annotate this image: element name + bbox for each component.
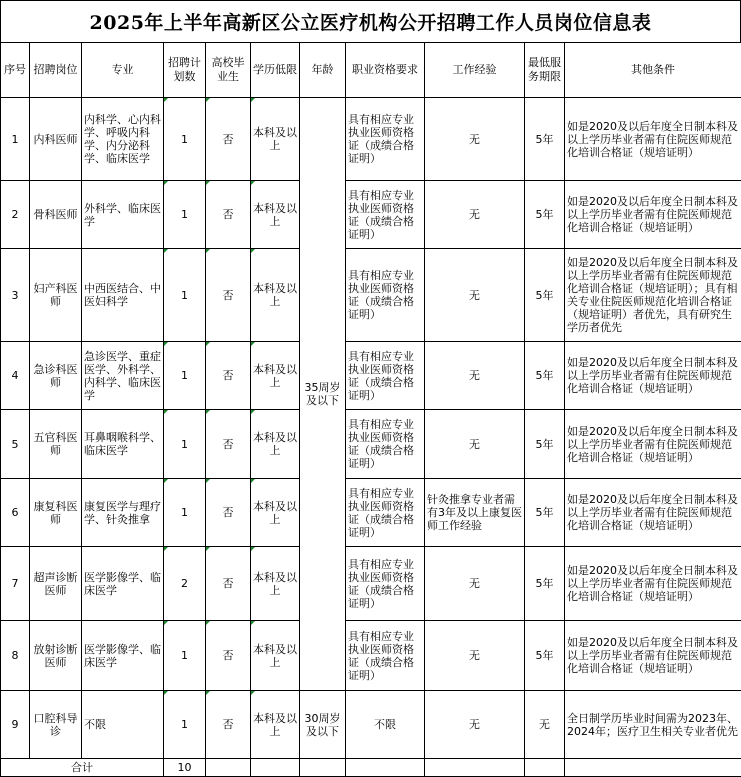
table-row (1, 181, 741, 249)
cell-service: 5年 (525, 98, 565, 181)
cell-major: 耳鼻咽喉科学、临床医学 (82, 410, 164, 479)
cell-graduate: 否 (206, 342, 251, 410)
cell-experience: 针灸推拿专业者需有3年及以上康复医师工作经验 (425, 479, 525, 547)
cell-position: 超声诊断医师 (30, 547, 82, 621)
cell-education: 本科及以上 (251, 621, 300, 691)
cell-education: 本科及以上 (251, 691, 300, 759)
cell-seq: 6 (1, 479, 30, 547)
cell-seq: 4 (1, 342, 30, 410)
cell-position: 五官科医师 (30, 410, 82, 479)
cell-other: 如是2020及以后年度全日制本科及以上学历毕业者需有住院医师规范化培训合格证（规培证明） (565, 621, 741, 691)
cell-position: 妇产科医师 (30, 249, 82, 342)
cell-position: 康复科医师 (30, 479, 82, 547)
cell-qualification: 具有相应专业执业医师资格证（成绩合格证明） (346, 249, 425, 342)
cell-major: 康复医学与理疗学、针灸推拿 (82, 479, 164, 547)
cell-education: 本科及以上 (251, 410, 300, 479)
header-seq: 序号 (1, 43, 30, 98)
cell-seq: 5 (1, 410, 30, 479)
header-other: 其他条件 (565, 43, 741, 98)
cell-major: 内科学、心内科学、呼吸内科学、内分泌科学、临床医学 (82, 98, 164, 181)
cell-education: 本科及以上 (251, 479, 300, 547)
cell-other: 如是2020及以后年度全日制本科及以上学历毕业者需有住院医师规范化培训合格证（规培证明） (565, 410, 741, 479)
cell-graduate: 否 (206, 181, 251, 249)
cell-service: 5年 (525, 621, 565, 691)
cell-position: 口腔科导诊 (30, 691, 82, 759)
cell-education: 本科及以上 (251, 98, 300, 181)
table-row (1, 249, 741, 342)
cell-seq: 9 (1, 691, 30, 759)
cell-experience: 无 (425, 181, 525, 249)
cell-graduate: 否 (206, 691, 251, 759)
cell-major: 医学影像学、临床医学 (82, 547, 164, 621)
cell-qualification: 具有相应专业执业医师资格证（成绩合格证明） (346, 342, 425, 410)
cell-experience: 无 (425, 249, 525, 342)
table-row (1, 691, 741, 759)
cell-graduate: 否 (206, 249, 251, 342)
cell-position: 放射诊断医师 (30, 621, 82, 691)
cell-service: 无 (525, 691, 565, 759)
cell-major: 外科学、临床医学 (82, 181, 164, 249)
header-qualification: 职业资格要求 (346, 43, 425, 98)
header-major: 专业 (82, 43, 164, 98)
table-row (1, 410, 741, 479)
cell-experience: 无 (425, 691, 525, 759)
cell-plan: 1 (164, 479, 206, 547)
cell-seq: 8 (1, 621, 30, 691)
cell-service: 5年 (525, 547, 565, 621)
cell-service: 5年 (525, 181, 565, 249)
cell-seq: 1 (1, 98, 30, 181)
cell-graduate: 否 (206, 98, 251, 181)
table-row (1, 547, 741, 621)
position-table (0, 42, 741, 777)
cell-major: 医学影像学、临床医学 (82, 621, 164, 691)
cell-major: 不限 (82, 691, 164, 759)
cell-seq: 7 (1, 547, 30, 621)
cell-other: 全日制学历毕业时间需为2023年、2024年；医疗卫生相关专业者优先 (565, 691, 741, 759)
header-position: 招聘岗位 (30, 43, 82, 98)
total-row (1, 759, 741, 777)
cell-other: 如是2020及以后年度全日制本科及以上学历毕业者需有住院医师规范化培训合格证（规培证明）；具有相关专业住院医师规范化培训合格证（规培证明）者优先，具有研究生学历者优先 (565, 249, 741, 342)
cell-plan: 1 (164, 181, 206, 249)
cell-plan: 1 (164, 410, 206, 479)
cell-other: 如是2020及以后年度全日制本科及以上学历毕业者需有住院医师规范化培训合格证（规培证明） (565, 181, 741, 249)
cell-service: 5年 (525, 342, 565, 410)
header-row (1, 43, 741, 98)
cell-experience: 无 (425, 98, 525, 181)
cell-graduate: 否 (206, 479, 251, 547)
cell-major: 急诊医学、重症医学、外科学、内科学、临床医学 (82, 342, 164, 410)
table-row (1, 98, 741, 181)
cell-qualification: 具有相应专业执业医师资格证（成绩合格证明） (346, 479, 425, 547)
cell-other: 如是2020及以后年度全日制本科及以上学历毕业者需有住院医师规范化培训合格证（规培证明） (565, 547, 741, 621)
cell-other: 如是2020及以后年度全日制本科及以上学历毕业者需有住院医师规范化培训合格证（规培证明） (565, 342, 741, 410)
cell-age-merged: 35周岁及以下 (300, 98, 346, 691)
cell-education: 本科及以上 (251, 249, 300, 342)
cell-qualification: 不限 (346, 691, 425, 759)
cell-qualification: 具有相应专业执业医师资格证（成绩合格证明） (346, 410, 425, 479)
cell-seq: 2 (1, 181, 30, 249)
header-age: 年龄 (300, 43, 346, 98)
cell-plan: 1 (164, 342, 206, 410)
cell-major: 中西医结合、中医妇科学 (82, 249, 164, 342)
cell-seq: 3 (1, 249, 30, 342)
cell-other: 如是2020及以后年度全日制本科及以上学历毕业者需有住院医师规范化培训合格证（规培证明） (565, 98, 741, 181)
header-service: 最低服务期限 (525, 43, 565, 98)
cell-qualification: 具有相应专业执业医师资格证（成绩合格证明） (346, 181, 425, 249)
cell-education: 本科及以上 (251, 547, 300, 621)
cell-other: 如是2020及以后年度全日制本科及以上学历毕业者需有住院医师规范化培训合格证（规培证明） (565, 479, 741, 547)
sheet-title: 2025年上半年高新区公立医疗机构公开招聘工作人员岗位信息表 (0, 0, 741, 42)
header-experience: 工作经验 (425, 43, 525, 98)
cell-plan: 1 (164, 691, 206, 759)
cell-position: 内科医师 (30, 98, 82, 181)
table-row (1, 479, 741, 547)
cell-graduate: 否 (206, 621, 251, 691)
header-plan: 招聘计划数 (164, 43, 206, 98)
cell-service: 5年 (525, 479, 565, 547)
cell-education: 本科及以上 (251, 342, 300, 410)
cell-experience: 无 (425, 410, 525, 479)
cell-qualification: 具有相应专业执业医师资格证（成绩合格证明） (346, 621, 425, 691)
cell-experience: 无 (425, 547, 525, 621)
cell-experience: 无 (425, 342, 525, 410)
cell-plan: 1 (164, 98, 206, 181)
total-label: 合计 (1, 759, 164, 777)
total-plan: 10 (164, 759, 206, 777)
cell-service: 5年 (525, 249, 565, 342)
cell-experience: 无 (425, 621, 525, 691)
cell-plan: 2 (164, 547, 206, 621)
cell-plan: 1 (164, 249, 206, 342)
cell-education: 本科及以上 (251, 181, 300, 249)
cell-service: 5年 (525, 410, 565, 479)
header-education: 学历低限 (251, 43, 300, 98)
cell-plan: 1 (164, 621, 206, 691)
cell-graduate: 否 (206, 547, 251, 621)
cell-position: 急诊科医师 (30, 342, 82, 410)
table-row (1, 342, 741, 410)
header-graduate: 高校毕业生 (206, 43, 251, 98)
cell-age: 30周岁及以下 (300, 691, 346, 759)
cell-position: 骨科医师 (30, 181, 82, 249)
cell-qualification: 具有相应专业执业医师资格证（成绩合格证明） (346, 98, 425, 181)
cell-qualification: 具有相应专业执业医师资格证（成绩合格证明） (346, 547, 425, 621)
table-row (1, 621, 741, 691)
cell-graduate: 否 (206, 410, 251, 479)
